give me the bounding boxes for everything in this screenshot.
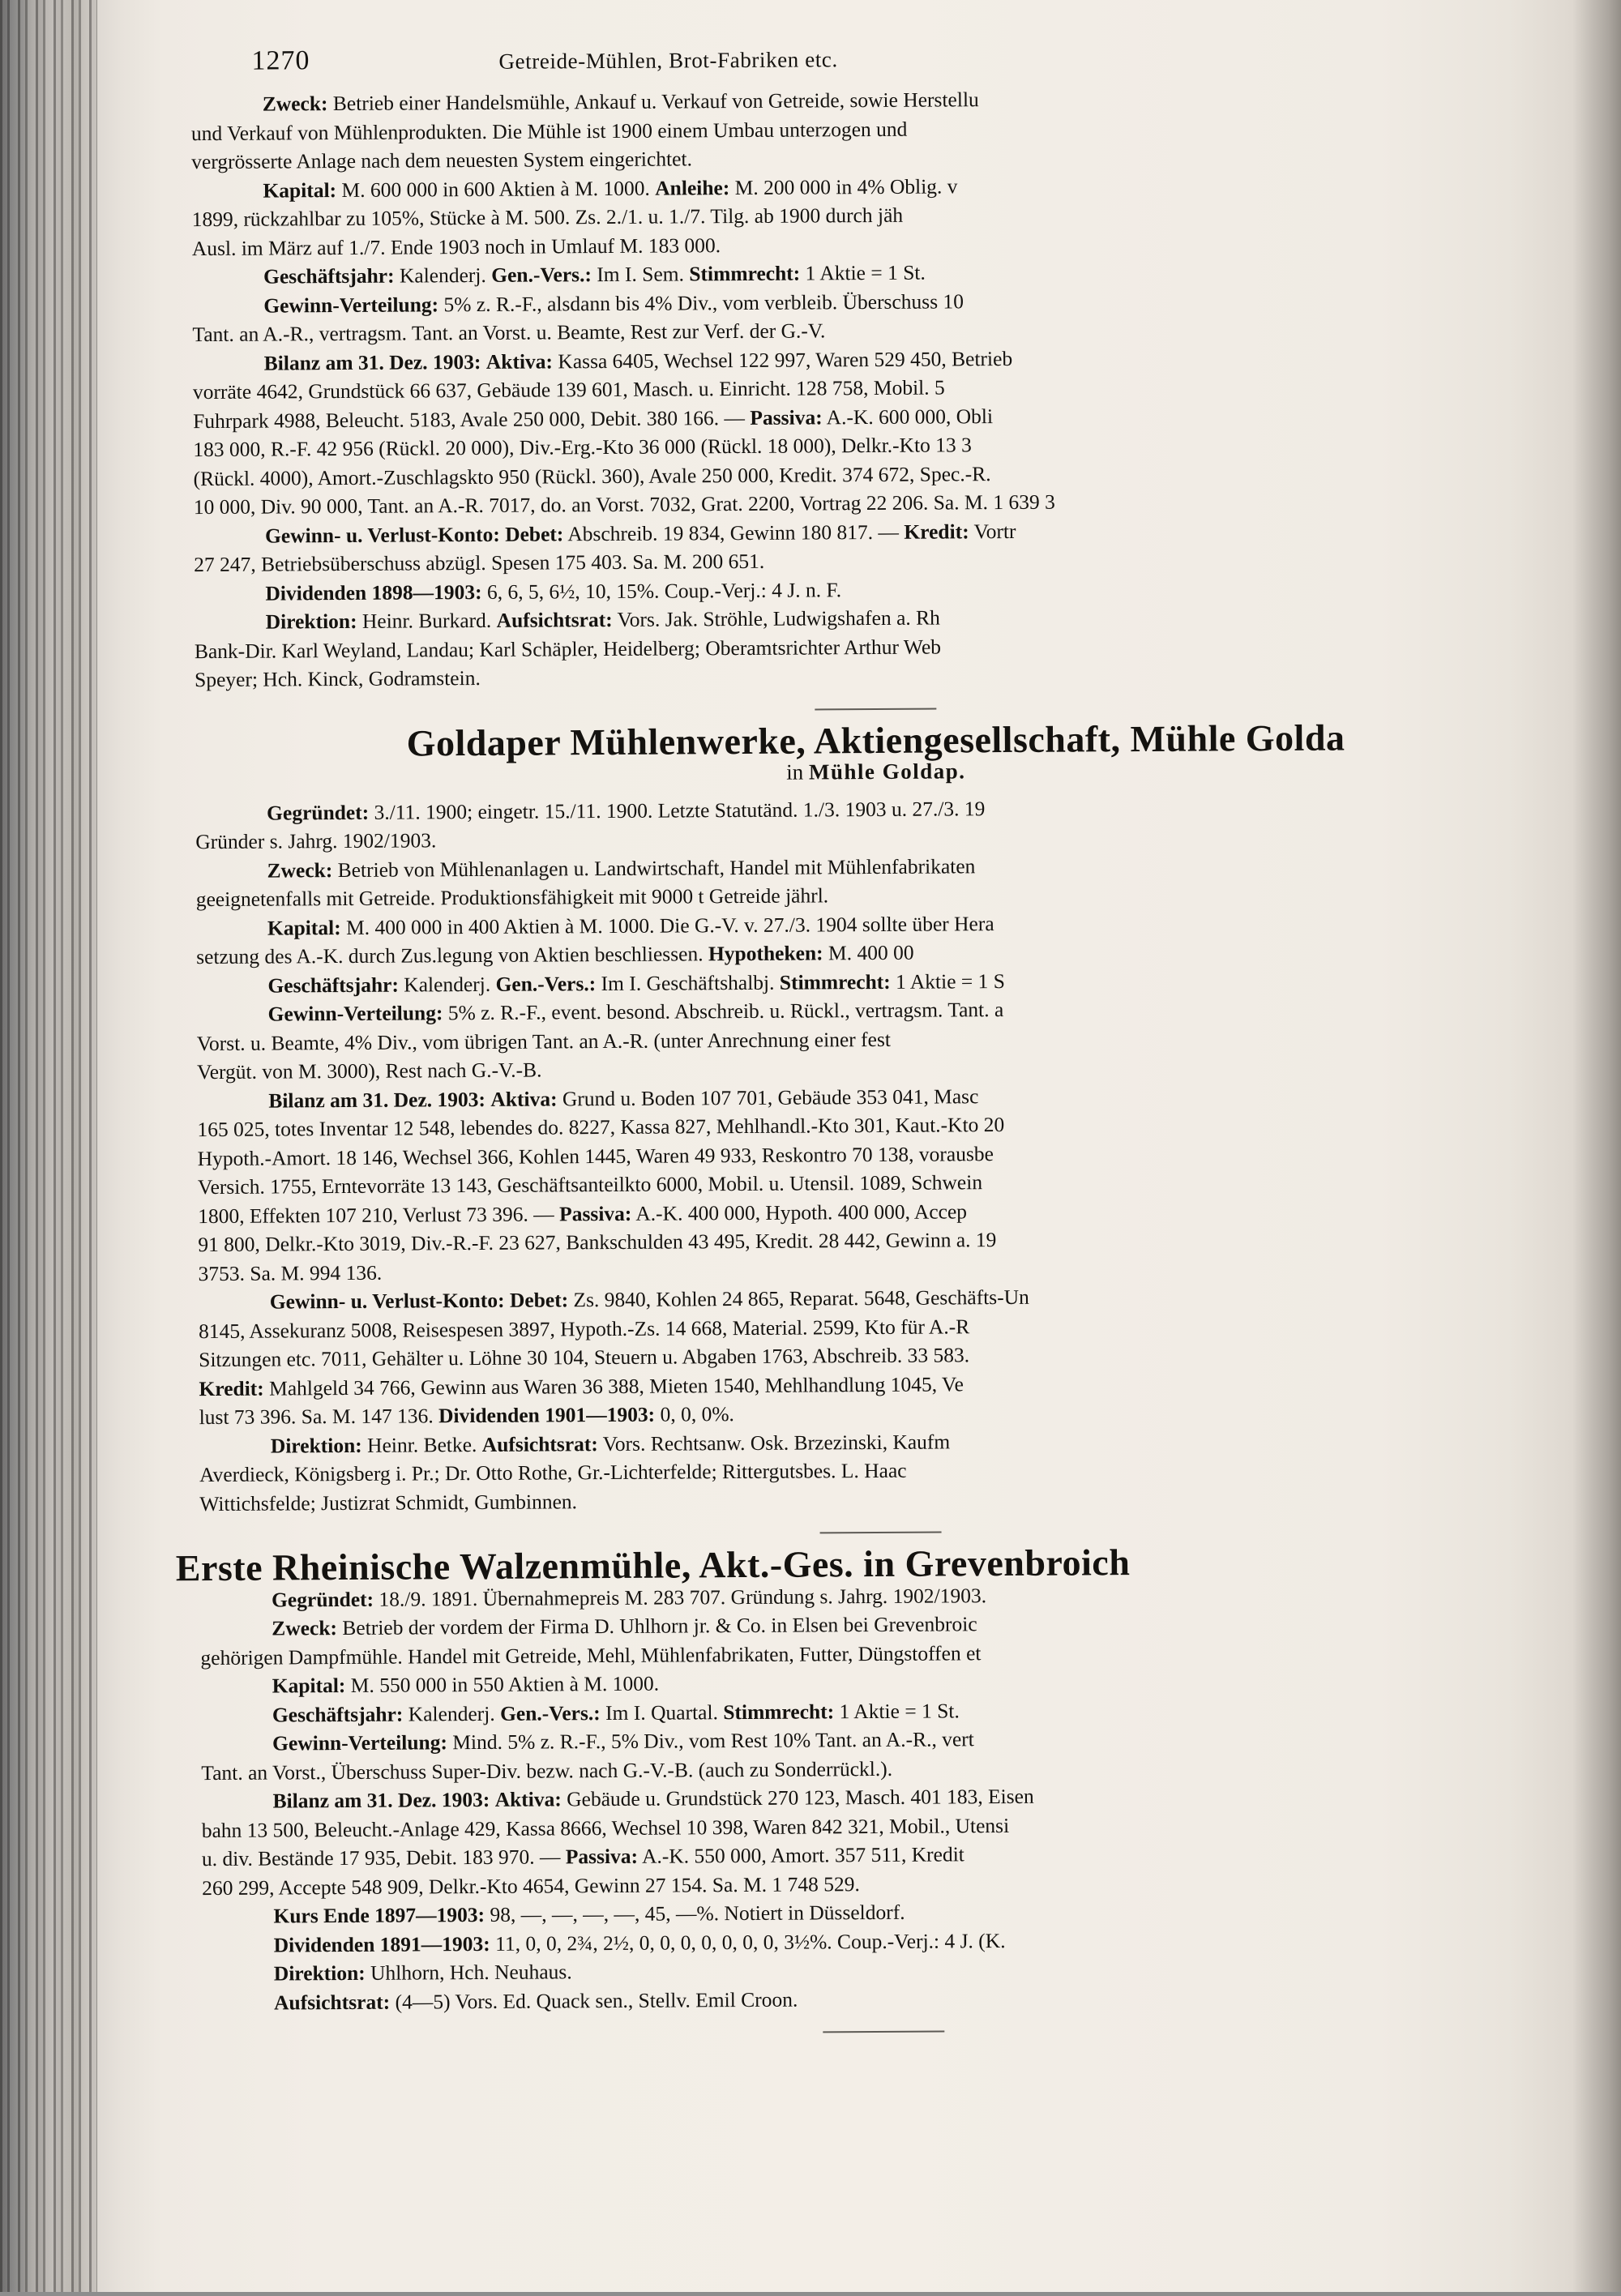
text-line: Direktion: Uhlhorn, Hch. Neuhaus. [273,1960,572,1986]
text-line: Tant. an A.-R., vertragsm. Tant. an Vorst. u. Beamte, Rest zur Verf. der G.-V. [192,319,826,347]
text-line: Direktion: Heinr. Betke. Aufsichtsrat: Vors. Rechtsanw. Osk. Brzezinski, Kaufm [270,1429,951,1458]
location-prefix: in [786,759,810,785]
text-line: 183 000, R.-F. 42 956 (Rückl. 20 000), Div.-Erg.-Kto 36 000 (Rückl. 18 000), Delkr.-Kto 13 3 [193,433,972,462]
text-line: Gegründet: 18./9. 1891. Übernahmepreis M. 283 707. Gründung s. Jahrg. 1902/1903. [271,1583,987,1612]
text-line: Gegründet: 3./11. 1900; eingetr. 15./11. 1900. Letzte Statutänd. 1./3. 1903 u. 27./3. 19 [267,796,986,825]
text-line: Geschäftsjahr: Kalenderj. Gen.-Vers.: Im I. Quartal. Stimmrecht: 1 Aktie = 1 St. [272,1698,960,1727]
text-line: 10 000, Div. 90 000, Tant. an A.-R. 7017, do. an Vorst. 7032, Grat. 2200, Vortrag 22 206. Sa. M. 1 639 3 [193,490,1055,519]
text-line: 260 299, Accepte 548 909, Delkr.-Kto 4654, Gewinn 27 154. Sa. M. 1 748 529. [202,1871,860,1900]
text-line: Fuhrpark 4988, Beleucht. 5183, Avale 250 000, Debit. 380 166. — Passiva: A.-K. 600 000, Obli [193,404,994,433]
text-line: vorräte 4642, Grundstück 66 637, Gebäude 139 601, Masch. u. Einricht. 128 758, Mobil. 5 [192,375,945,404]
text-line: Gewinn-Verteilung: 5% z. R.-F., alsdann bis 4% Div., vom verbleib. Überschuss 10 [263,289,964,318]
text-line: Sitzungen etc. 7011, Gehälter u. Löhne 30 104, Steuern u. Abgaben 1763, Abschreib. 33 583. [199,1343,970,1372]
text-line: Bilanz am 31. Dez. 1903: Aktiva: Grund u. Boden 107 701, Gebäude 353 041, Masc [268,1084,979,1113]
text-line: Geschäftsjahr: Kalenderj. Gen.-Vers.: Im I. Geschäftshalbj. Stimmrecht: 1 Aktie = 1 S [267,968,1006,998]
page-content [175,0,1566,2296]
text-line: Bilanz am 31. Dez. 1903: Aktiva: Kassa 6405, Wechsel 122 997, Waren 529 450, Betrieb [263,346,1013,375]
page-number: 1270 [251,45,310,76]
text-line: Speyer; Hch. Kinck, Godramstein. [195,665,481,692]
entry-goldaper [195,716,1561,1518]
text-line: Ausl. im März auf 1./7. Ende 1903 noch in Umlauf M. 183 000. [191,233,721,260]
text-line: 91 800, Delkr.-Kto 3019, Div.-R.-F. 23 627, Bankschulden 43 495, Kredit. 28 442, Gewinn a. 19 [198,1228,997,1257]
section-divider [823,2030,944,2033]
text-line: 165 025, totes Inventar 12 548, lebendes do. 8227, Kassa 827, Mehlhandl.-Kto 301, Kaut.-Kto 20 [197,1113,1005,1142]
text-line: 1899, rückzahlbar zu 105%, Stücke à M. 500. Zs. 2./1. u. 1./7. Tilg. ab 1900 durch jäh [191,203,904,232]
text-line: Bilanz am 31. Dez. 1903: Aktiva: Gebäude u. Grundstück 270 123, Masch. 401 183, Eisen [272,1784,1034,1813]
text-line: Gründer s. Jahrg. 1902/1903. [195,828,437,854]
text-line: Dividenden 1898—1903: 6, 6, 5, 6½, 10, 15%. Coup.-Verj.: 4 J. n. F. [265,577,842,605]
text-line: lust 73 396. Sa. M. 147 136. Dividenden 1901—1903: 0, 0, 0%. [199,1402,734,1430]
entry-first-partial [191,82,1557,695]
text-line: Zweck: Betrieb von Mühlenanlagen u. Landwirtschaft, Handel mit Mühlenfabrikaten [267,853,976,883]
text-line: Geschäftsjahr: Kalenderj. Gen.-Vers.: Im I. Sem. Stimmrecht: 1 Aktie = 1 St. [263,260,926,289]
company-heading: Goldaper Mühlenwerke, Aktiengesellschaft, Mühle Golda [406,716,1345,764]
company-location [195,754,1557,791]
text-line: gehörigen Dampfmühle. Handel mit Getreide, Mehl, Mühlenfabrikaten, Futter, Düngstoffen et [200,1640,982,1670]
text-line: 27 247, Betriebsüberschuss abzügl. Spesen 175 403. Sa. M. 200 651. [194,549,765,577]
entry-erste-rheinische [175,1541,1564,2017]
text-line: 8145, Assekuranz 5008, Reisespesen 3897, Hypoth.-Zs. 14 668, Material. 2599, Kto für A.-R [198,1314,970,1343]
text-line: bahn 13 500, Beleucht.-Anlage 429, Kassa 8666, Wechsel 10 398, Waren 842 321, Mobil., Utensi [201,1813,1010,1842]
section-divider [815,708,936,710]
text-line: 1800, Effekten 107 210, Verlust 73 396. — Passiva: A.-K. 400 000, Hypoth. 400 000, Accep [198,1199,968,1228]
text-line: Zweck: Betrieb einer Handelsmühle, Ankauf u. Verkauf von Getreide, sowie Herstellu [262,88,979,116]
text-line: u. div. Bestände 17 935, Debit. 183 970. — Passiva: A.-K. 550 000, Amort. 357 511, Kredit [201,1842,964,1871]
running-title: Getreide-Mühlen, Brot-Fabriken etc. [498,47,838,74]
text-line: Dividenden 1891—1903: 11, 0, 0, 2¾, 2½, 0, 0, 0, 0, 0, 0, 0, 3½%. Coup.-Verj.: 4 J. (K. [273,1928,1006,1957]
text-line: Vorst. u. Beamte, 4% Div., vom übrigen Tant. an A.-R. (unter Anrechnung einer fest [196,1027,891,1055]
text-line: Versich. 1755, Erntevorräte 13 143, Geschäftsanteilkto 6000, Mobil. u. Utensil. 1089, Schwein [197,1170,983,1199]
text-line: Gewinn- u. Verlust-Konto: Debet: Abschreib. 19 834, Gewinn 180 817. — Kredit: Vortr [264,519,1016,548]
text-line: geeignetenfalls mit Getreide. Produktionsfähigkeit mit 9000 t Getreide jährl. [195,883,829,912]
text-line: Wittichsfelde; Justizrat Schmidt, Gumbinnen. [199,1489,578,1516]
location-name: Mühle Goldap. [808,759,966,785]
text-line: Gewinn-Verteilung: Mind. 5% z. R.-F., 5% Div., vom Rest 10% Tant. an A.-R., vert [272,1727,974,1755]
text-line: Tant. an Vorst., Überschuss Super-Div. bezw. nach G.-V.-B. (auch zu Sonderrückl.). [201,1756,893,1785]
section-divider [820,1532,942,1534]
text-line: Kurs Ende 1897—1903: 98, —, —, —, —, 45, —%. Notiert in Düsseldorf. [273,1900,905,1928]
text-line: setzung des A.-K. durch Zus.legung von Aktien beschliessen. Hypotheken: M. 400 00 [196,940,914,969]
text-line: vergrösserte Anlage nach dem neuesten System eingerichtet. [191,147,692,174]
text-line: Gewinn- u. Verlust-Konto: Debet: Zs. 9840, Kohlen 24 865, Reparat. 5648, Geschäfts-Un [269,1285,1029,1314]
page-header [190,0,1553,82]
text-line: (Rückl. 4000), Amort.-Zuschlagskto 950 (Rückl. 360), Avale 250 000, Kredit. 374 672, Spec.-R. [193,461,991,490]
text-line: 3753. Sa. M. 994 136. [198,1260,383,1285]
text-line: und Verkauf von Mühlenprodukten. Die Mühle ist 1900 einem Umbau unterzogen und [190,117,908,145]
company-heading: Erste Rheinische Walzenmühle, Akt.-Ges. in Grevenbroich [175,1541,1131,1589]
text-line: Kapital: M. 600 000 in 600 Aktien à M. 1000. Anleihe: M. 200 000 in 4% Oblig. v [263,173,958,203]
text-line: Bank-Dir. Karl Weyland, Landau; Karl Schäpler, Heidelberg; Oberamtsrichter Arthur Web [194,634,942,663]
text-line: Direktion: Heinr. Burkard. Aufsichtsrat: Vors. Jak. Ströhle, Ludwigshafen a. Rh [265,605,940,634]
text-line: Vergüt. von M. 3000), Rest nach G.-V.-B. [196,1058,542,1084]
text-line: Zweck: Betrieb der vordem der Firma D. Uhlhorn jr. & Co. in Elsen bei Grevenbroic [272,1612,977,1640]
text-line: Gewinn-Verteilung: 5% z. R.-F., event. besond. Abschreib. u. Rückl., vertragsm. Tant. a [267,998,1004,1026]
text-line: Aufsichtsrat: (4—5) Vors. Ed. Quack sen., Stellv. Emil Croon. [273,1987,798,2015]
text-line: Kapital: M. 400 000 in 400 Aktien à M. 1000. Die G.-V. v. 27./3. 1904 sollte über Hera [267,911,994,940]
text-line: Averdieck, Königsberg i. Pr.; Dr. Otto Rothe, Gr.-Lichterfelde; Rittergutsbes. L. Haac [199,1458,907,1487]
text-line: Kapital: M. 550 000 in 550 Aktien à M. 1000. [272,1671,660,1698]
text-line: Hypoth.-Amort. 18 146, Wechsel 366, Kohlen 1445, Waren 49 933, Reskontro 70 138, vorausbe [197,1141,994,1170]
text-line: Kredit: Mahlgeld 34 766, Gewinn aus Waren 36 388, Mieten 1540, Mehlhandlung 1045, Ve [199,1371,964,1400]
